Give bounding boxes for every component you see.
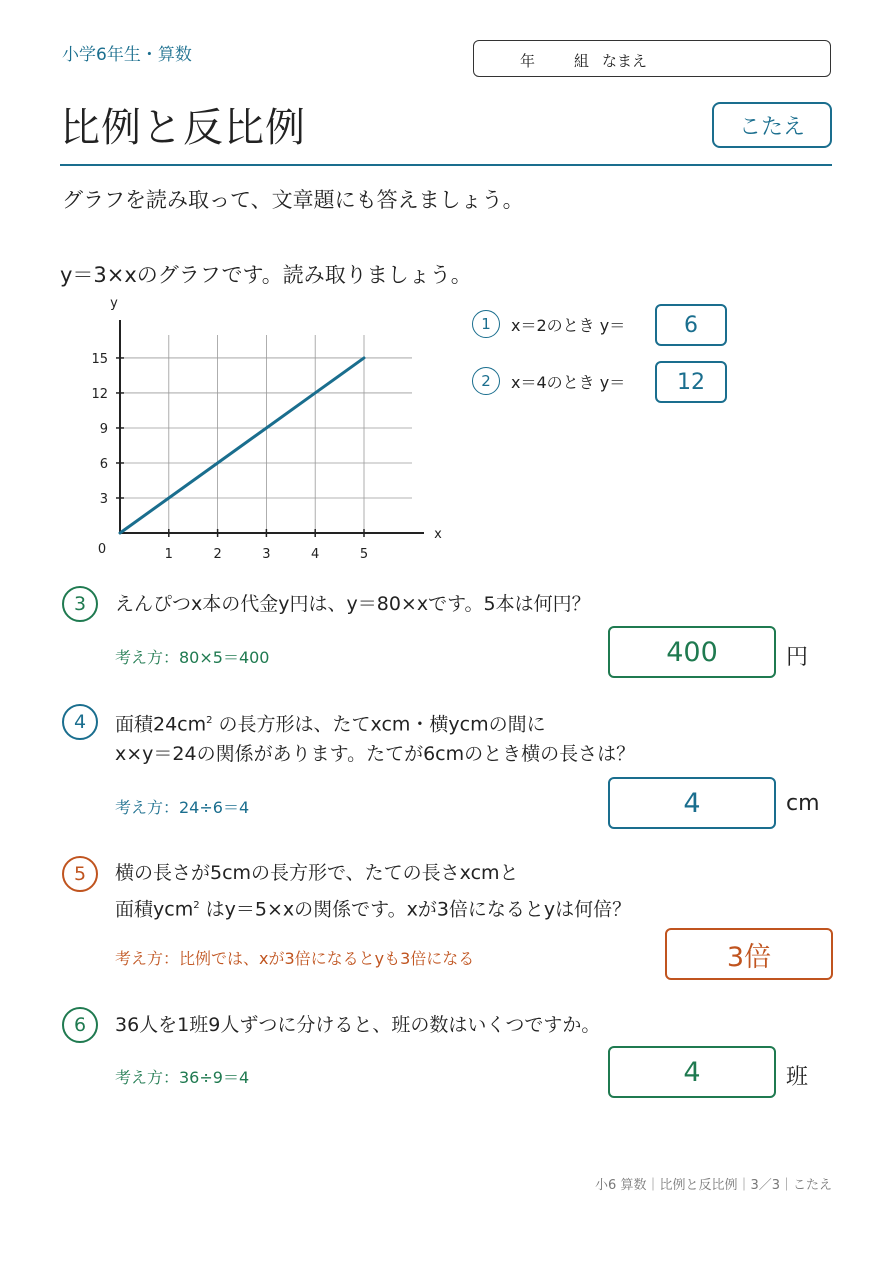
sub-question-1-number: 1 [472,310,500,338]
sub-question-2-number: 2 [472,367,500,395]
series-line-0 [120,358,364,533]
y-axis-label: y [110,296,118,311]
x-tick-label-2: 2 [213,547,222,562]
origin-label: 0 [97,542,107,557]
y-tick-label-12: 12 [91,386,108,402]
question-5-answer[interactable]: 3倍 [665,928,833,980]
name-box-name: なまえ [602,52,648,70]
line-chart [0,0,893,600]
x-tick-label-5: 5 [359,547,369,562]
footer: 小6 算数｜比例と反比例｜3／3｜こたえ [595,1178,832,1193]
question-5-hint: 考え方：比例では、xが3倍になるとyも3倍になる [115,949,475,968]
question-4-unit: cm [786,791,820,816]
y-tick-label-6: 6 [99,456,108,472]
question-3-hint: 考え方：80×5＝400 [115,648,270,667]
question-3-number: 3 [62,586,98,622]
question-5-number: 5 [62,856,98,892]
y-tick-label-15: 15 [91,351,108,367]
y-tick-label-3: 3 [99,491,108,507]
question-5-line-1: 横の長さが5cmの長方形で、たての長さxcmと [115,862,519,884]
question-6-answer[interactable]: 4 [608,1046,776,1098]
y-tick-label-9: 9 [99,421,108,437]
question-4-number: 4 [62,704,98,740]
question-6-hint: 考え方：36÷9＝4 [115,1068,250,1087]
instruction: グラフを読み取って、文章題にも答えましょう。 [62,188,524,212]
question-3-unit: 円 [786,645,809,670]
grade-subject: 小学6年生・算数 [62,45,192,65]
question-5-line-2: 面積ycm$^2$ はy＝5×xの関係です。xが3倍になるとyは何倍？ [115,898,632,921]
x-tick-label-3: 3 [262,547,271,562]
question-4-line-2: x×y＝24の関係があります。たてが6cmのとき横の長さは？ [115,743,636,765]
x-tick-label-1: 1 [164,547,173,562]
sub-question-2-text: x＝4のとき y＝ [511,373,626,392]
question-3-answer[interactable]: 400 [608,626,776,678]
question-6-text: 36人を1班9人ずつに分けると、班の数はいくつですか。 [115,1014,601,1036]
sub-question-1-answer[interactable]: 6 [655,304,727,346]
page-title: 比例と反比例 [60,105,306,151]
question-6-unit: 班 [786,1065,809,1090]
question-4-answer[interactable]: 4 [608,777,776,829]
x-axis-label: x [434,527,442,542]
name-box-class: 組 [574,52,590,70]
question-4-line-1: 面積$24cm^2$ の長方形は、たてxcm・横ycmの間に [115,713,546,736]
sub-question-1-text: x＝2のとき y＝ [511,316,626,335]
question-3-text: えんぴつx本の代金y円は、y＝80×xです。5本は何円？ [115,593,591,615]
sub-question-2-answer[interactable]: 12 [655,361,727,403]
question-4-hint: 考え方：24÷6＝4 [115,798,250,817]
graph-heading: y＝3×xのグラフです。読み取りましょう。 [60,263,472,287]
question-6-number: 6 [62,1007,98,1043]
answer-tag: こたえ [712,102,832,148]
x-tick-label-4: 4 [311,547,320,562]
name-box-year: 年 [520,52,536,70]
